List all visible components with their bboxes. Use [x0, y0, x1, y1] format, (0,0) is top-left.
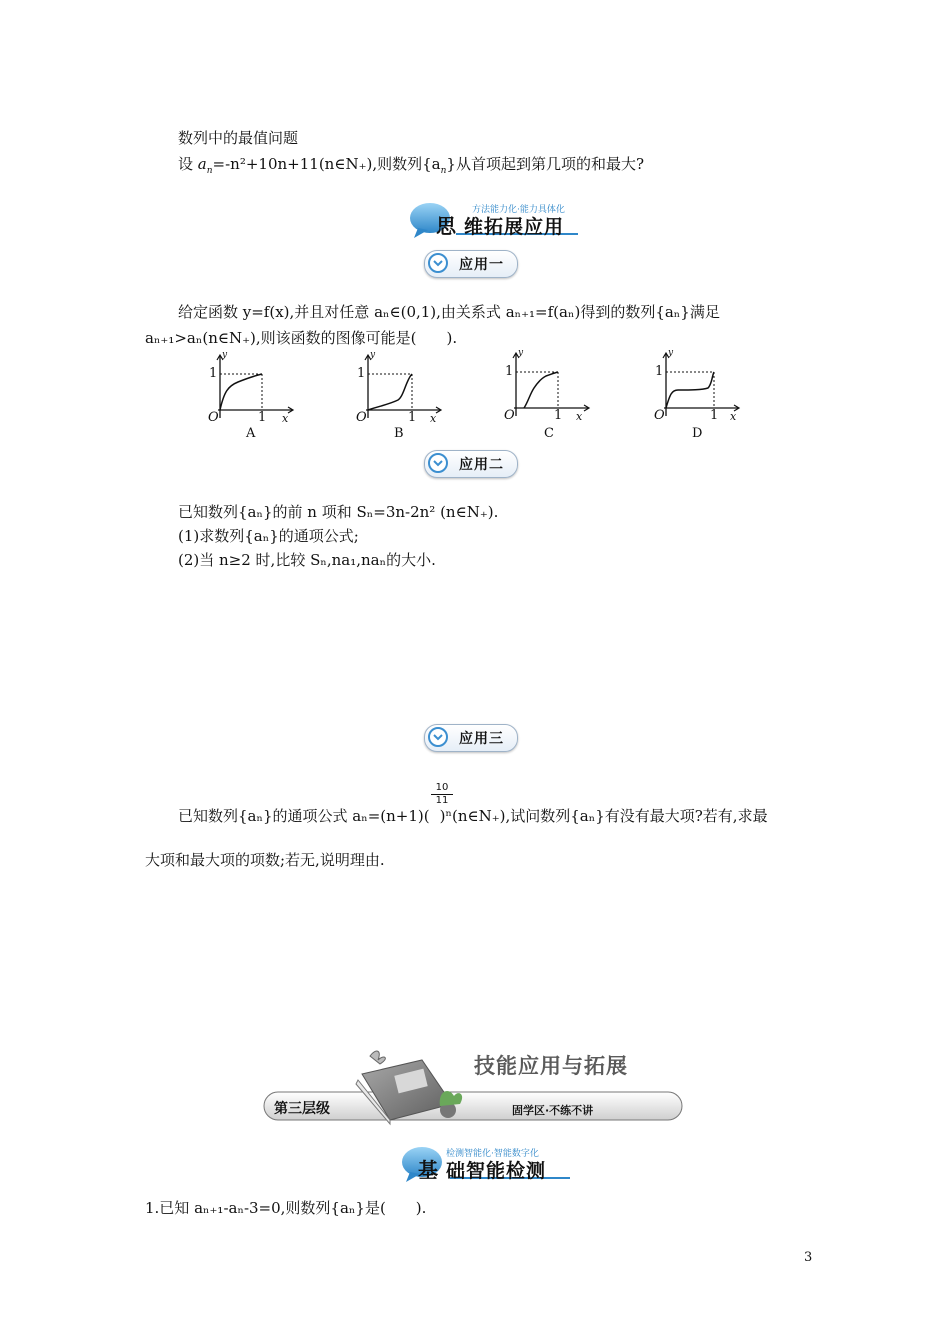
banner-big-char: 基	[418, 1158, 438, 1182]
app3-line1-part-a: 已知数列{aₙ}的通项公式 aₙ=(n+1)(	[178, 807, 430, 825]
section-heading: 数列中的最值问题	[178, 129, 299, 147]
level-title: 技能应用与拓展	[474, 1054, 628, 1078]
banner-subtitle: 方法能力化·能力具体化	[472, 205, 565, 215]
graph-c-one-y: 1	[505, 364, 514, 379]
graph-d-one-x: 1	[710, 408, 719, 423]
fraction-numerator: 10	[435, 782, 449, 793]
page-number: 3	[804, 1250, 813, 1265]
graph-b-one-x: 1	[408, 410, 417, 425]
chevron-down-icon	[428, 727, 448, 747]
question-tail: }从首项起到第几项的和最大?	[446, 155, 644, 173]
app2-line1: 已知数列{aₙ}的前 n 项和 Sₙ=3n-2n² (n∈N₊).	[178, 503, 499, 521]
banner-big-char: 思	[436, 214, 456, 238]
graph-d-one-y: 1	[655, 364, 664, 379]
app3-line2: 大项和最大项的项数;若无,说明理由.	[145, 851, 385, 869]
banner-subtitle: 检测智能化·智能数字化	[446, 1149, 539, 1159]
graph-b	[354, 352, 444, 440]
section-question: 设 $a_n=-n^2+10n+11(n\in N_+)$,则数列$\{a_n\}$从首项起到第几项的和最大?	[178, 155, 644, 176]
app1-line2: aₙ₊₁>aₙ(n∈N₊),则该函数的图像可能是( ).	[145, 329, 458, 347]
graph-c	[502, 348, 592, 441]
graph-b-y-label: y	[370, 350, 376, 360]
app2-label: 应用二	[459, 457, 504, 473]
app2-line3: (2)当 n≥2 时,比较 Sₙ,na₁,naₙ的大小.	[178, 551, 436, 569]
app1-line1: 给定函数 y=f(x),并且对任意 aₙ∈(0,1),由关系式 aₙ₊₁=f(aₙ)得到的数列{aₙ}满足	[178, 303, 720, 321]
level-subtitle: 固学区·不练不讲	[512, 1104, 594, 1117]
graph-d-x-label: x	[730, 410, 737, 423]
graph-d-origin: O	[654, 408, 665, 423]
graph-c-y-label: y	[518, 348, 524, 358]
chevron-down-icon	[428, 253, 448, 273]
graph-b-x-label: x	[430, 412, 437, 425]
graph-b-origin: O	[356, 410, 367, 425]
graph-a-letter: A	[246, 426, 256, 441]
app3-label: 应用三	[459, 731, 504, 747]
app1-pill	[424, 250, 518, 278]
app2-pill	[424, 450, 518, 478]
app3-pill	[424, 724, 518, 752]
fraction	[431, 782, 453, 807]
fraction-denominator: 11	[431, 794, 453, 807]
graph-c-one-x: 1	[554, 408, 563, 423]
graph-d-plot	[652, 350, 742, 420]
graph-d	[652, 348, 742, 441]
app3-line1-part-b: )ⁿ(n∈N₊),试问数列{aₙ}有没有最大项?若有,求最	[439, 807, 768, 825]
banner-title: 维拓展应用	[464, 216, 565, 238]
graph-c-origin: O	[504, 408, 515, 423]
graph-c-letter: C	[544, 426, 554, 441]
banner-title: 础智能检测	[446, 1160, 547, 1182]
graph-a-origin: O	[208, 410, 219, 425]
graph-d-letter: D	[692, 426, 703, 441]
basic-banner	[400, 1140, 600, 1184]
app2-line2: (1)求数列{aₙ}的通项公式;	[178, 527, 359, 545]
graph-a-one-x: 1	[258, 410, 267, 425]
graph-a-y-label: y	[222, 350, 228, 360]
question-rest: =-n²+10n+11(n∈N₊),则数列{a	[212, 155, 441, 173]
thinking-banner	[408, 196, 598, 240]
question-1: 1.已知 aₙ₊₁-aₙ-3=0,则数列{aₙ}是( ).	[145, 1199, 427, 1217]
app3-line1	[178, 806, 768, 826]
graph-b-letter: B	[394, 426, 404, 441]
level-banner	[262, 1046, 686, 1126]
graph-a	[206, 352, 296, 440]
graph-a-x-label: x	[282, 412, 289, 425]
graph-c-x-label: x	[576, 410, 583, 423]
graph-a-one-y: 1	[209, 366, 218, 381]
graph-d-y-label: y	[668, 348, 674, 358]
level-label: 第三层级	[274, 1101, 330, 1117]
question-prefix: 设	[178, 155, 194, 173]
chevron-down-icon	[428, 453, 448, 473]
graph-b-one-y: 1	[357, 366, 366, 381]
app1-label: 应用一	[459, 257, 504, 273]
question-formula: a	[197, 155, 207, 173]
